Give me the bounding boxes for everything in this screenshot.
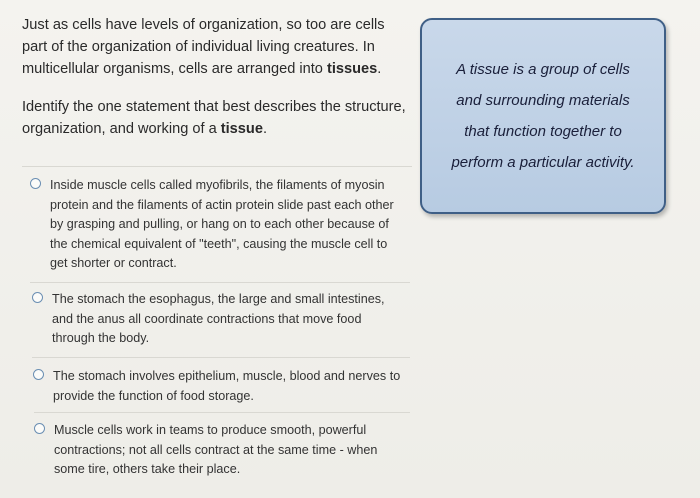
answer-option-text: The stomach involves epithelium, muscle, blood and nerves to provide the function of food storage. (53, 369, 401, 403)
answer-option-1[interactable] (30, 176, 396, 274)
answer-option-4[interactable] (34, 421, 394, 480)
divider (32, 357, 410, 358)
answer-option-2[interactable] (32, 290, 396, 349)
answer-option-text: The stomach the esophagus, the large and small intestines, and the anus all coordinate contractions that move food through the body. (52, 292, 385, 345)
definition-line: that function together to (464, 123, 622, 140)
definition-text (422, 54, 664, 178)
radio-button[interactable] (33, 369, 44, 380)
intro-bold-term: tissues (326, 61, 378, 77)
divider (30, 282, 410, 283)
divider (22, 166, 412, 167)
radio-button[interactable] (30, 178, 41, 189)
answer-option-3[interactable] (33, 367, 409, 406)
definition-line: A tissue is a group of cells (456, 61, 630, 78)
answer-option-text: Muscle cells work in teams to produce smooth, powerful contractions; not all cells contract at the same time - when some tire, others take their place. (54, 423, 378, 476)
question-text: Identify the one statement that best describes the structure, organization, and working of a (22, 99, 406, 137)
definition-callout (420, 18, 666, 214)
answer-option-text: Inside muscle cells called myofibrils, the filaments of myosin protein and the filaments of actin protein slide past each other by grasping and pulling, or hang on to each other because of the chemical equivalent of "teeth", causing the muscle cell to get shorter or contract. (50, 178, 394, 270)
intro-paragraph (22, 14, 412, 80)
intro-text: Just as cells have levels of organization, so too are cells part of the organization of individual living creatures. In multicellular organisms, cells are arranged into (22, 17, 385, 77)
question-bold-term: tissue (220, 121, 263, 137)
question-prompt (22, 96, 412, 140)
divider (34, 412, 410, 413)
radio-button[interactable] (32, 292, 43, 303)
question-text-end: . (262, 121, 268, 137)
definition-line: perform a particular activity. (451, 154, 635, 171)
definition-line: and surrounding materials (456, 92, 630, 109)
intro-text-end: . (377, 61, 382, 77)
radio-button[interactable] (34, 423, 45, 434)
